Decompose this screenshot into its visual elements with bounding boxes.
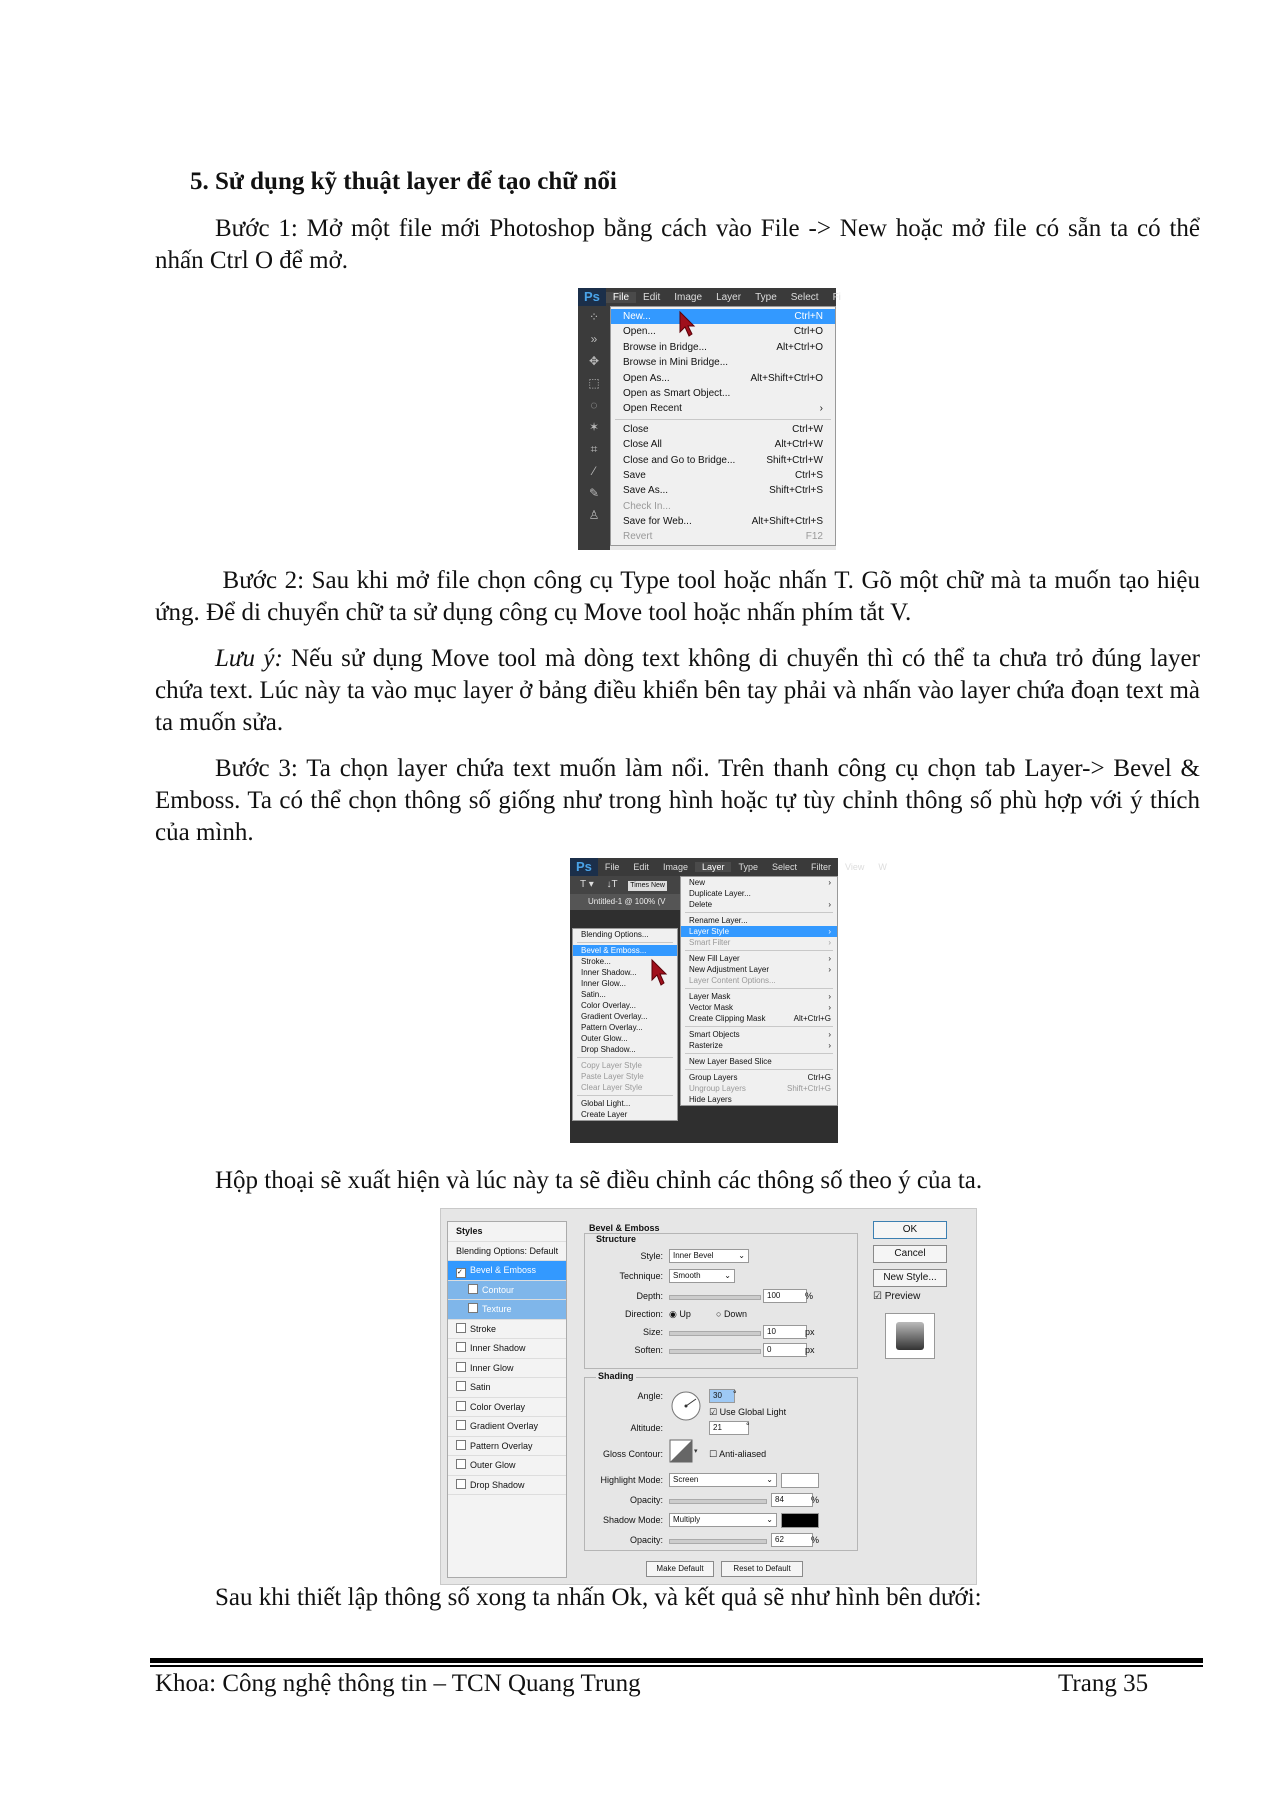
altitude-input[interactable]: 21 bbox=[709, 1421, 749, 1435]
tools-panel bbox=[578, 306, 610, 550]
menu-item-shortcut: › bbox=[828, 1041, 831, 1050]
menu-item-label: Create Layer bbox=[581, 1110, 628, 1119]
menu-item-shortcut: Ctrl+G bbox=[807, 1073, 831, 1082]
menu-separator bbox=[685, 912, 833, 913]
gloss-contour-icon[interactable] bbox=[669, 1439, 699, 1465]
menu-item-label: Create Clipping Mask bbox=[689, 1014, 766, 1023]
style-item[interactable] bbox=[448, 1398, 566, 1418]
bevel-emboss-title: Bevel & Emboss bbox=[589, 1223, 660, 1233]
menu-item[interactable] bbox=[611, 324, 835, 339]
menu-item-label: Vector Mask bbox=[689, 1003, 734, 1012]
footer-department: Khoa: Công nghệ thông tin – TCN Quang Trung bbox=[155, 1670, 641, 1697]
menubar-item[interactable]: Image bbox=[662, 862, 688, 872]
menu-item-label: Open as Smart Object... bbox=[623, 387, 731, 399]
altitude-unit: ° bbox=[746, 1421, 750, 1431]
menu-item-shortcut: Alt+Shift+Ctrl+S bbox=[751, 516, 823, 528]
menubar-item[interactable]: Type bbox=[755, 291, 777, 303]
menu-item-label: Check In... bbox=[623, 500, 671, 512]
technique-label: Technique: bbox=[619, 1271, 663, 1281]
footer-rule-thick bbox=[150, 1658, 1203, 1663]
menubar-item[interactable]: Select bbox=[771, 862, 797, 872]
menu-item-shortcut: › bbox=[828, 965, 831, 974]
depth-unit: % bbox=[805, 1291, 814, 1301]
menu-item[interactable] bbox=[681, 888, 837, 899]
menu-item-label: Open As... bbox=[623, 372, 670, 384]
menubar-item[interactable]: File bbox=[606, 292, 636, 303]
reset-to-default-button[interactable]: Reset to Default bbox=[721, 1561, 803, 1577]
menu-item-label: Smart Objects bbox=[689, 1030, 740, 1039]
menubar-item[interactable]: File bbox=[604, 862, 620, 872]
menu-item-label: Paste Layer Style bbox=[581, 1072, 644, 1081]
menu-item-shortcut: › bbox=[828, 878, 831, 887]
style-item-label: Stroke bbox=[470, 1323, 497, 1334]
menu-item-label: Layer Mask bbox=[689, 992, 731, 1001]
menu-item-label: Revert bbox=[623, 531, 653, 543]
cursor-arrow-icon bbox=[650, 958, 668, 988]
crop-tool-icon[interactable]: ⌗ bbox=[590, 442, 598, 456]
menu-item[interactable] bbox=[611, 340, 835, 355]
dialog-intro-text: Hộp thoại sẽ xuất hiện và lúc này ta sẽ điều chỉnh các thông số theo ý của ta. bbox=[215, 1167, 983, 1194]
step-3-text: Bước 3: Ta chọn layer chứa text muốn làm nổi. Trên thanh công cụ chọn tab Layer-> Bevel & Emboss. Ta có thể chọn thông số giống như trong hình hoặc tự tùy chỉnh thông số phù hợp với ý thích của mình. bbox=[155, 755, 1200, 846]
cursor-arrow-icon bbox=[678, 310, 694, 338]
chevron-down-icon: ⌄ bbox=[766, 1475, 773, 1484]
checkbox-icon[interactable] bbox=[456, 1401, 466, 1411]
menu-item[interactable] bbox=[681, 953, 837, 964]
font-family-box[interactable]: Times New bbox=[630, 882, 665, 889]
highlight-color-swatch[interactable] bbox=[781, 1473, 819, 1488]
checkbox-icon[interactable] bbox=[468, 1284, 478, 1294]
menu-item-label: Copy Layer Style bbox=[581, 1061, 642, 1070]
menu-item-shortcut: Ctrl+N bbox=[794, 311, 823, 322]
menubar-item[interactable]: Layer bbox=[716, 291, 742, 303]
menu-separator bbox=[615, 419, 831, 420]
menu-item-shortcut: Shift+Ctrl+S bbox=[769, 485, 823, 497]
size-slider[interactable] bbox=[669, 1331, 761, 1336]
menu-item-shortcut: › bbox=[828, 927, 831, 936]
menu-item-label: Hide Layers bbox=[689, 1095, 732, 1104]
note-text: Nếu sử dụng Move tool mà dòng text không di chuyển thì có thể ta chưa trỏ đúng layer chứa text. Lúc này ta vào mục layer ở bảng điều khiển bên tay phải và nhấn vào layer chứa đoạn text mà ta muốn sửa. bbox=[155, 645, 1200, 736]
shadow-color-swatch[interactable] bbox=[781, 1513, 819, 1528]
menubar-item[interactable]: Fi bbox=[832, 291, 841, 303]
menubar-item[interactable]: Layer bbox=[695, 862, 732, 872]
shadow-mode-label: Shadow Mode: bbox=[602, 1515, 663, 1525]
layer-style-submenu bbox=[572, 928, 678, 1121]
direction-down-radio[interactable]: ○ Down bbox=[716, 1309, 747, 1319]
menu-item[interactable] bbox=[573, 1098, 677, 1109]
menu-item[interactable] bbox=[611, 386, 835, 401]
menu-item[interactable] bbox=[611, 401, 835, 416]
result-text: Sau khi thiết lập thông số xong ta nhấn Ok, và kết quả sẽ như hình bên dưới: bbox=[215, 1584, 982, 1611]
angle-label: Angle: bbox=[637, 1391, 663, 1401]
style-item[interactable] bbox=[448, 1320, 566, 1340]
menu-item-shortcut: Shift+Ctrl+G bbox=[786, 1084, 831, 1093]
menu-item-label: Ungroup Layers bbox=[689, 1084, 746, 1093]
menu-item-label: Pattern Overlay... bbox=[581, 1023, 643, 1032]
style-item[interactable] bbox=[448, 1242, 566, 1262]
ps-logo: Ps bbox=[578, 288, 606, 306]
style-item-label: Outer Glow bbox=[470, 1460, 516, 1470]
footer-rule-thin bbox=[150, 1665, 1203, 1667]
menu-item-label: Save bbox=[623, 469, 646, 481]
menu-separator bbox=[577, 942, 673, 943]
checkbox-icon[interactable] bbox=[468, 1303, 478, 1313]
shading-title: Shading bbox=[598, 1371, 634, 1381]
file-menu bbox=[610, 306, 836, 546]
menu-item-label: Color Overlay... bbox=[581, 1001, 636, 1010]
checkbox-icon[interactable] bbox=[456, 1381, 466, 1391]
menu-separator bbox=[685, 1053, 833, 1054]
note-label: Lưu ý: bbox=[215, 645, 283, 672]
styles-list bbox=[447, 1221, 567, 1578]
menu-item-label: Stroke... bbox=[581, 957, 611, 966]
menu-item[interactable] bbox=[611, 437, 835, 452]
cancel-button[interactable]: Cancel bbox=[873, 1245, 947, 1263]
menu-item[interactable] bbox=[611, 309, 835, 324]
preview-swatch bbox=[885, 1313, 935, 1359]
menu-item[interactable] bbox=[681, 1040, 837, 1051]
checkbox-icon[interactable]: ✓ bbox=[456, 1268, 466, 1278]
style-label: Style: bbox=[640, 1251, 663, 1261]
menu-item-label: Bevel & Emboss... bbox=[581, 946, 647, 955]
menu-item[interactable] bbox=[573, 1071, 677, 1082]
style-item[interactable] bbox=[448, 1300, 566, 1320]
menu-separator bbox=[685, 988, 833, 989]
highlight-opacity-label: Opacity: bbox=[629, 1495, 663, 1505]
shadow-opacity-unit: % bbox=[811, 1535, 820, 1545]
step-2-text: Bước 2: Sau khi mở file chọn công cụ Type tool hoặc nhấn T. Gõ một chữ mà ta muốn tạo hiệu ứng. Để di chuyển chữ ta sử dụng công cụ Move tool hoặc nhấn phím tắt V. bbox=[155, 567, 1200, 626]
step-2-paragraph bbox=[155, 565, 1200, 629]
menu-item[interactable] bbox=[681, 899, 837, 910]
menu-item[interactable] bbox=[573, 1011, 677, 1022]
menu-item[interactable] bbox=[681, 937, 837, 948]
menu-separator bbox=[577, 1095, 673, 1096]
style-item-label: Gradient Overlay bbox=[470, 1421, 539, 1431]
ps-menubar bbox=[570, 858, 887, 876]
menu-item-label: Rename Layer... bbox=[689, 916, 748, 925]
shadow-opacity-input[interactable]: 62 bbox=[771, 1533, 813, 1547]
anti-aliased-checkbox[interactable]: ☐ Anti-aliased bbox=[709, 1449, 767, 1459]
orientation-icon[interactable]: ↓T bbox=[606, 879, 618, 890]
stamp-tool-icon[interactable]: ♙ bbox=[588, 508, 600, 522]
checkbox-icon[interactable] bbox=[456, 1459, 466, 1469]
menu-item[interactable] bbox=[573, 929, 677, 940]
move-tool-icon[interactable]: ✥ bbox=[588, 354, 600, 368]
highlight-opacity-input[interactable]: 84 bbox=[771, 1493, 813, 1507]
angle-input[interactable]: 30 bbox=[709, 1389, 735, 1403]
menu-item-shortcut: Ctrl+W bbox=[792, 423, 823, 435]
menu-item[interactable] bbox=[681, 1056, 837, 1067]
menu-item[interactable] bbox=[611, 371, 835, 386]
menu-item-shortcut: Shift+Ctrl+W bbox=[766, 454, 823, 466]
menu-item-shortcut: Alt+Shift+Ctrl+O bbox=[750, 372, 823, 384]
menu-separator bbox=[685, 1069, 833, 1070]
direction-up-radio[interactable]: ◉ Up bbox=[669, 1309, 691, 1319]
menu-item[interactable] bbox=[611, 483, 835, 498]
checkbox-icon[interactable] bbox=[456, 1323, 466, 1333]
highlight-opacity-slider[interactable] bbox=[669, 1499, 767, 1504]
style-item[interactable] bbox=[448, 1437, 566, 1457]
altitude-label: Altitude: bbox=[630, 1423, 663, 1433]
menu-item-shortcut: › bbox=[828, 938, 831, 947]
menubar-item[interactable]: Edit bbox=[633, 862, 649, 872]
menubar-item[interactable]: Edit bbox=[643, 291, 661, 303]
menu-item-label: Satin... bbox=[581, 990, 606, 999]
chevron-down-icon: ⌄ bbox=[766, 1515, 773, 1524]
menubar-item[interactable]: Image bbox=[674, 291, 703, 303]
menu-item[interactable] bbox=[681, 964, 837, 975]
make-default-button[interactable]: Make Default bbox=[646, 1561, 714, 1577]
styles-header: Styles bbox=[448, 1222, 566, 1242]
menu-item-shortcut: Alt+Ctrl+O bbox=[776, 341, 823, 353]
menu-item[interactable] bbox=[573, 945, 677, 956]
menu-item-shortcut: › bbox=[828, 900, 831, 909]
eyedropper-icon[interactable]: ⁄ bbox=[592, 464, 595, 478]
menu-item-label: New... bbox=[623, 311, 651, 322]
preview-checkbox[interactable]: ☑ Preview bbox=[873, 1291, 921, 1302]
menu-item-label: New bbox=[689, 878, 706, 887]
layer-menu bbox=[680, 876, 838, 1106]
style-item-label: Satin bbox=[470, 1382, 491, 1392]
tool-icon[interactable]: ⁘ bbox=[588, 310, 600, 324]
menu-item[interactable] bbox=[681, 1013, 837, 1024]
menu-item[interactable] bbox=[573, 1000, 677, 1011]
size-label: Size: bbox=[642, 1327, 663, 1337]
chevron-down-icon: ⌄ bbox=[724, 1271, 731, 1280]
menu-separator bbox=[577, 1057, 673, 1058]
menu-item[interactable] bbox=[611, 514, 835, 529]
menu-item-label: New Adjustment Layer bbox=[689, 965, 770, 974]
style-item-label: Texture bbox=[482, 1304, 512, 1314]
new-style-button[interactable]: New Style... bbox=[873, 1269, 947, 1287]
menu-item-label: Browse in Mini Bridge... bbox=[623, 357, 729, 369]
menu-item-label: Outer Glow... bbox=[581, 1034, 628, 1043]
marquee-tool-icon[interactable]: ⬚ bbox=[588, 376, 600, 390]
menu-item-label: Close bbox=[623, 423, 649, 435]
menu-item-label: Save for Web... bbox=[623, 516, 692, 528]
checkbox-icon[interactable] bbox=[456, 1420, 466, 1430]
size-unit: px bbox=[805, 1327, 815, 1337]
menu-item[interactable] bbox=[573, 1082, 677, 1093]
menu-item-label: New Fill Layer bbox=[689, 954, 740, 963]
style-item[interactable] bbox=[448, 1261, 566, 1281]
soften-slider[interactable] bbox=[669, 1349, 761, 1354]
chevron-down-icon: ⌄ bbox=[738, 1251, 745, 1260]
menu-item[interactable] bbox=[611, 468, 835, 483]
direction-label: Direction: bbox=[624, 1309, 663, 1319]
soften-label: Soften: bbox=[634, 1345, 663, 1355]
menu-item-shortcut: Alt+Ctrl+G bbox=[793, 1014, 831, 1023]
depth-input[interactable]: 100 bbox=[763, 1289, 807, 1303]
menubar-item[interactable]: Select bbox=[790, 291, 819, 303]
menu-item-label: Smart Filter bbox=[689, 938, 731, 947]
menu-item[interactable] bbox=[573, 1044, 677, 1055]
menu-item-shortcut: Alt+Ctrl+W bbox=[774, 439, 823, 451]
menu-item[interactable] bbox=[611, 422, 835, 437]
menu-item[interactable] bbox=[681, 1072, 837, 1083]
menu-item[interactable] bbox=[681, 926, 837, 937]
style-item-label: Inner Shadow bbox=[470, 1343, 526, 1353]
style-item[interactable] bbox=[448, 1476, 566, 1496]
highlight-mode-select[interactable]: Screen ⌄ bbox=[669, 1473, 777, 1487]
style-item[interactable] bbox=[448, 1339, 566, 1359]
menu-item[interactable] bbox=[681, 991, 837, 1002]
shadow-opacity-label: Opacity: bbox=[629, 1535, 663, 1545]
note-paragraph bbox=[155, 643, 1200, 739]
style-item-label: Bevel & Emboss bbox=[470, 1265, 537, 1275]
step-1-paragraph bbox=[155, 213, 1200, 277]
style-item[interactable] bbox=[448, 1281, 566, 1301]
svg-text:▾: ▾ bbox=[694, 1448, 698, 1455]
menu-item[interactable] bbox=[681, 1029, 837, 1040]
menu-separator bbox=[685, 950, 833, 951]
gloss-contour-label: Gloss Contour: bbox=[602, 1449, 663, 1459]
options-bar bbox=[570, 876, 682, 894]
menu-separator bbox=[685, 1026, 833, 1027]
menu-item-shortcut: › bbox=[828, 992, 831, 1001]
menu-item[interactable] bbox=[611, 529, 835, 544]
checkbox-icon[interactable] bbox=[456, 1362, 466, 1372]
tool-icon[interactable]: » bbox=[590, 332, 598, 346]
checkbox-icon[interactable] bbox=[456, 1479, 466, 1489]
brush-tool-icon[interactable]: ✎ bbox=[588, 486, 600, 500]
shadow-opacity-slider[interactable] bbox=[669, 1539, 767, 1544]
type-tool-icon[interactable]: T ▾ bbox=[580, 879, 594, 890]
menu-item[interactable] bbox=[573, 989, 677, 1000]
angle-dial-icon[interactable] bbox=[669, 1389, 703, 1423]
checkbox-icon[interactable] bbox=[456, 1342, 466, 1352]
menu-item-shortcut: › bbox=[828, 954, 831, 963]
menu-item-shortcut: › bbox=[828, 1030, 831, 1039]
menu-item-shortcut: › bbox=[828, 1003, 831, 1012]
menu-item-label: Inner Glow... bbox=[581, 979, 626, 988]
style-item-label: Color Overlay bbox=[470, 1401, 526, 1412]
ps-logo: Ps bbox=[570, 858, 598, 876]
structure-title: Structure bbox=[596, 1234, 637, 1244]
style-item-label: Contour bbox=[482, 1284, 515, 1295]
page-number: Trang 35 bbox=[1058, 1670, 1149, 1697]
menu-item-label: Clear Layer Style bbox=[581, 1083, 643, 1092]
menu-item-label: Layer Content Options... bbox=[689, 976, 776, 985]
highlight-mode-label: Highlight Mode: bbox=[600, 1475, 663, 1485]
dialog-intro-paragraph bbox=[155, 1165, 1200, 1197]
result-paragraph bbox=[155, 1582, 1200, 1614]
menu-item[interactable] bbox=[681, 975, 837, 986]
menu-item[interactable] bbox=[681, 877, 837, 888]
menubar-item[interactable]: Filter bbox=[811, 862, 831, 872]
menu-item-shortcut: › bbox=[819, 403, 823, 415]
menu-item-label: Gradient Overlay... bbox=[581, 1012, 648, 1021]
menu-item[interactable] bbox=[681, 915, 837, 926]
menu-item-label: Open... bbox=[623, 326, 656, 338]
menu-item[interactable] bbox=[681, 1083, 837, 1094]
style-item-label: Inner Glow bbox=[470, 1362, 514, 1373]
menu-item[interactable] bbox=[573, 1109, 677, 1120]
menu-item-label: Group Layers bbox=[689, 1073, 738, 1082]
menu-item[interactable] bbox=[611, 499, 835, 514]
magic-wand-icon[interactable]: ✶ bbox=[588, 420, 600, 434]
menu-item-label: Global Light... bbox=[581, 1099, 631, 1108]
menu-item-shortcut: Ctrl+S bbox=[794, 469, 823, 481]
menu-item[interactable] bbox=[573, 1033, 677, 1044]
menu-item-label: Rasterize bbox=[689, 1041, 723, 1050]
shadow-mode-select[interactable]: Multiply ⌄ bbox=[669, 1513, 777, 1527]
soften-unit: px bbox=[805, 1345, 815, 1355]
menu-item-shortcut: Ctrl+O bbox=[793, 326, 823, 338]
menu-item-label: Save As... bbox=[623, 485, 669, 497]
menubar-item[interactable]: W bbox=[878, 862, 887, 872]
menu-item[interactable] bbox=[611, 355, 835, 370]
style-select[interactable]: Inner Bevel ⌄ bbox=[669, 1249, 749, 1263]
preview-square bbox=[896, 1322, 924, 1350]
menu-item-label: Open Recent bbox=[623, 403, 682, 415]
menu-item[interactable] bbox=[573, 1060, 677, 1071]
menu-item-label: Blending Options... bbox=[581, 930, 649, 939]
size-input[interactable]: 10 bbox=[763, 1325, 807, 1339]
style-item[interactable] bbox=[448, 1417, 566, 1437]
soften-input[interactable]: 0 bbox=[763, 1343, 807, 1357]
step-3-paragraph bbox=[155, 753, 1200, 849]
depth-label: Depth: bbox=[636, 1291, 663, 1301]
menu-item-label: Browse in Bridge... bbox=[623, 341, 707, 353]
menu-item-label: Close All bbox=[623, 439, 662, 451]
ps-menubar bbox=[578, 288, 841, 306]
style-item[interactable] bbox=[448, 1359, 566, 1379]
menu-item[interactable] bbox=[681, 1002, 837, 1013]
menu-item-label: Delete bbox=[689, 900, 713, 909]
menubar-item[interactable]: Type bbox=[738, 862, 758, 872]
menu-item[interactable] bbox=[611, 453, 835, 468]
menubar-item[interactable]: View bbox=[845, 862, 865, 872]
menu-item-shortcut: F12 bbox=[805, 531, 823, 543]
menu-item-label: Inner Shadow... bbox=[581, 968, 637, 977]
checkbox-icon[interactable] bbox=[456, 1440, 466, 1450]
menu-item-label: Close and Go to Bridge... bbox=[623, 454, 736, 466]
menu-item-label: Layer Style bbox=[689, 927, 730, 936]
layer-style-dialog-screenshot bbox=[440, 1208, 977, 1585]
lasso-tool-icon[interactable]: ◌ bbox=[590, 398, 598, 412]
menu-item[interactable] bbox=[573, 1022, 677, 1033]
step-1-text: Bước 1: Mở một file mới Photoshop bằng cách vào File -> New hoặc mở file có sẵn ta có thể nhấn Ctrl O để mở. bbox=[155, 215, 1200, 274]
technique-select[interactable]: Smooth ⌄ bbox=[669, 1269, 735, 1283]
menu-item[interactable] bbox=[681, 1094, 837, 1105]
menu-item-label: Drop Shadow... bbox=[581, 1045, 636, 1054]
style-item-label: Pattern Overlay bbox=[470, 1440, 533, 1451]
menu-item-label: Duplicate Layer... bbox=[689, 889, 751, 898]
global-light-checkbox[interactable]: ☑ Use Global Light bbox=[709, 1407, 787, 1417]
style-item-label: Drop Shadow bbox=[470, 1479, 525, 1490]
angle-unit: ° bbox=[733, 1389, 737, 1399]
style-item[interactable] bbox=[448, 1378, 566, 1398]
style-item[interactable] bbox=[448, 1456, 566, 1476]
style-item-label: Blending Options: Default bbox=[456, 1245, 559, 1256]
depth-slider[interactable] bbox=[669, 1295, 761, 1300]
menu-item-label: New Layer Based Slice bbox=[689, 1057, 772, 1066]
highlight-opacity-unit: % bbox=[811, 1495, 820, 1505]
section-heading: 5. Sử dụng kỹ thuật layer để tạo chữ nổi bbox=[190, 168, 617, 195]
ok-button[interactable]: OK bbox=[873, 1221, 947, 1239]
file-menu-screenshot bbox=[578, 288, 841, 550]
layer-menu-screenshot bbox=[570, 858, 887, 1143]
document-tab[interactable]: Untitled-1 @ 100% (V bbox=[570, 894, 696, 910]
